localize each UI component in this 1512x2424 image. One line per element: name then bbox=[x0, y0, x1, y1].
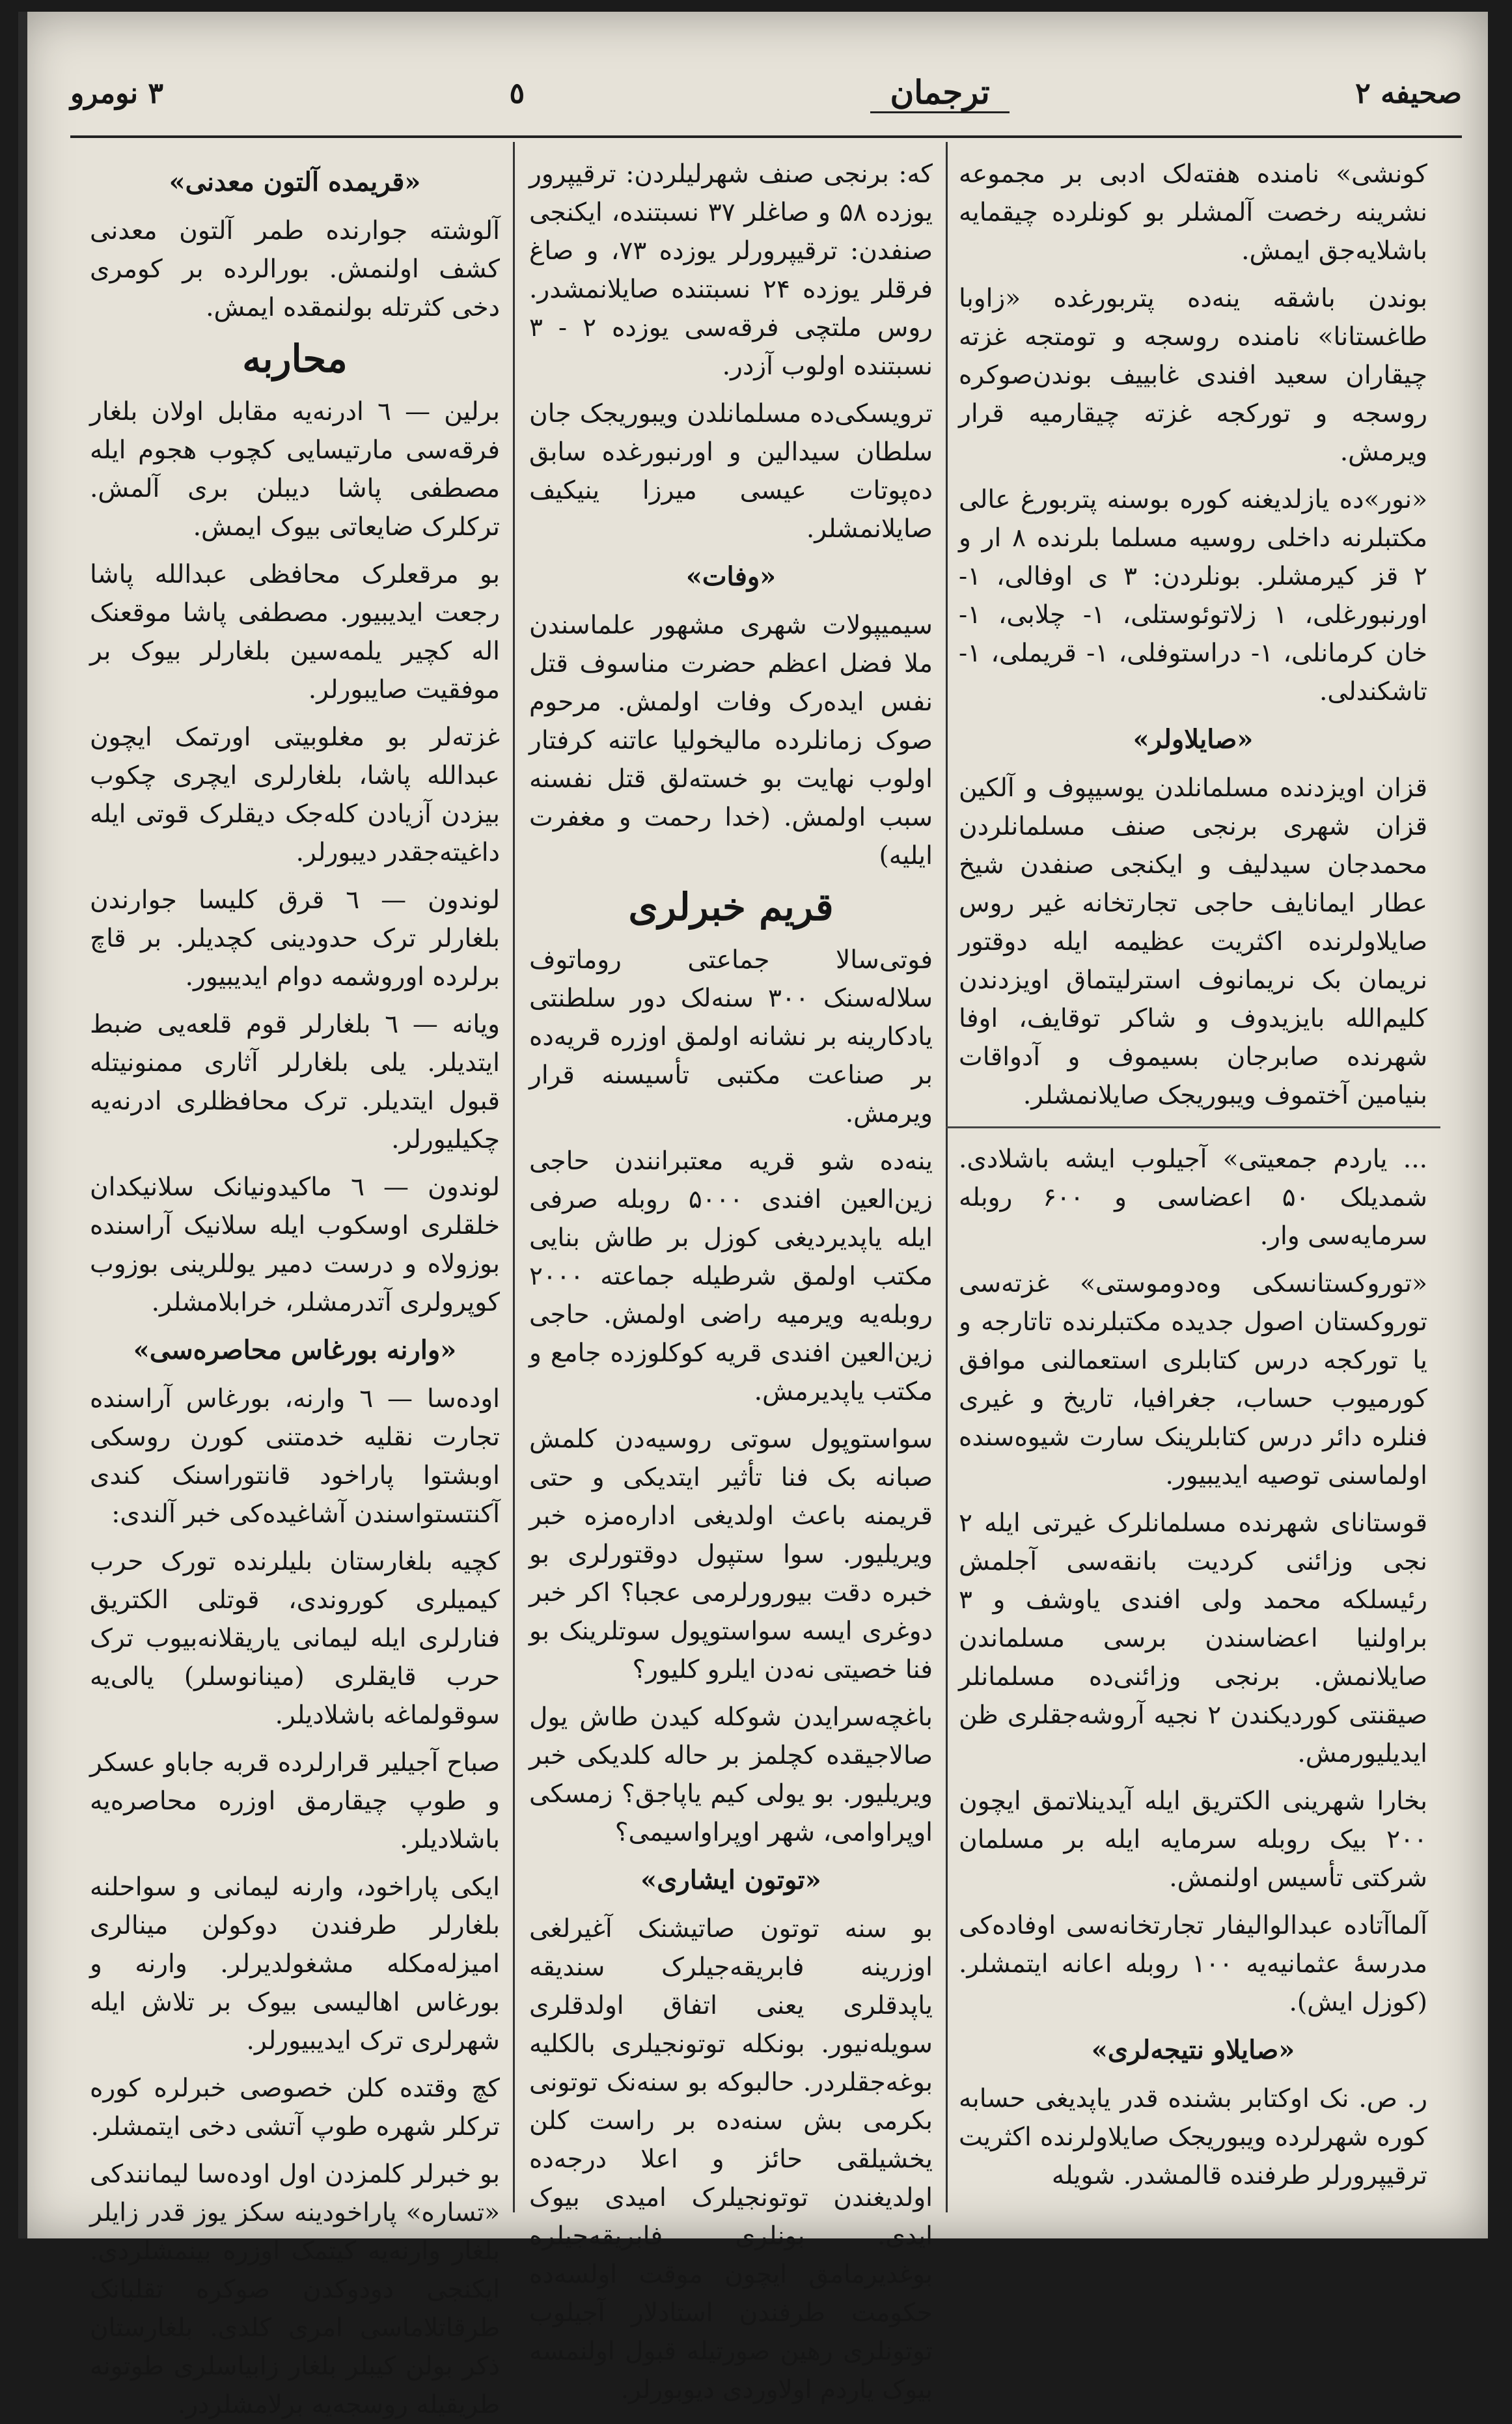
column-divider-left bbox=[513, 142, 515, 2212]
section-heading: «توتون ایشاری» bbox=[640, 1865, 821, 1895]
paper-edge-left bbox=[18, 12, 27, 2238]
newspaper-title: ترجمان bbox=[870, 73, 1009, 113]
article-paragraph: برلین — ٦ ادرنه‌یه مقابل اولان بلغار فرقه‌سی مارتیسایی کچوب هجوم ایله مصطفی پاشا دیبلن بری آلمش. ترکلرک ضایعاتی بیوک ایمش. bbox=[90, 397, 500, 542]
article-paragraph: ر. ص. نک اوکتابر بشنده قدر یاپدیغی حسابه کوره شهرلرده ویبوریجک صایلاولرنده اکثریت ترقیپرورلر طرفنده قالمشدر. شویله bbox=[959, 2084, 1427, 2190]
section-heading: «وفات» bbox=[685, 561, 777, 592]
article-paragraph: اوده‌سا — ٦ وارنه، بورغاس آراسنده تجارت نقلیه خدمتنی کورن روسکی اوبشتوا پاراخود قانتوراسنک کندی آکنتستواسندن آشاغیده‌کی خبر آلندی: bbox=[90, 1384, 501, 1529]
page-number: ٥ bbox=[509, 76, 525, 110]
page-label: صحیفه ۲ bbox=[1355, 76, 1462, 110]
section-heading: «صایلاو نتیجه‌لری» bbox=[1091, 2035, 1295, 2065]
column-left bbox=[90, 155, 501, 2419]
article-paragraph: قوستانای شهرنده مسلمانلرک غیرتی ایله ۲ نجی وزائنی کردیت بانقه‌سی آجلمش رئیسلکه محمد ولی افندی یاوشف و ۳ براولنیا اعضاسندن برسی مسلماندن صایلانمش. برنجی وزائنی‌ده مسلمانلر صیقنتی کوردیکندن ۲ نجیه آروشه‌جقلری ظن ایدیلیورمش. bbox=[959, 1509, 1427, 1768]
article-paragraph: بو مرقعلرک محافظی عبدالله پاشا رجعت ایدیبیور. مصطفی پاشا موقعنک اله کچیر یلمه‌سین بلغارلر بیوک بر موفقیت صایبورلر. bbox=[90, 560, 500, 704]
column-right bbox=[959, 155, 1427, 2199]
article-paragraph: آلوشته جوارنده طمر آلتون معدنی کشف اولنمش. بورالرده بر کومری دخی کثرتله بولنمقده ایمش. bbox=[90, 216, 500, 322]
article-paragraph: سیمیپولات شهری مشهور علماسندن ملا فضل اعظم حضرت مناسوف قتل نفس ایده‌رک وفات اولمش. مرحوم صوک زمانلرده مالیخولیا عاتنه کرفتار اولوب نهایت بو خسته‌لق قتل نفسنه سبب اولمش. (خدا رحمت و مغفرت ایلیه) bbox=[529, 611, 933, 871]
article-paragraph: ... یاردم جمعیتی» آجیلوب ایشه باشلادی. شمدیلک ۵۰ اعضاسی و ۶۰۰ روبله سرمایه‌سی وار. bbox=[959, 1145, 1427, 1251]
article-paragraph: بوندن باشقه ینه‌ده پتربورغده «زاوبا طاغستانا» نامنده روسجه و تومتجه غزته چیقاران سعید افندی غابییف بوندن‌صوکره روسجه و تورکجه غزته چیقارمیه قرار ویرمش. bbox=[959, 284, 1427, 467]
article-paragraph: آلماآتاده عبدالوالیفار تجارتخانه‌سی اوفاده‌کی مدرسهٔ عثمانیه‌یه ۱۰۰ روبله اعانه ایتمشلر. (کوزل ایش). bbox=[959, 1911, 1427, 2017]
article-paragraph: فوتی‌سالا جماعتی روماتوف سلاله‌سنک ۳۰۰ سنه‌لک دور سلطنتی یادکارینه بر نشانه اولمق اوزره قریه‌ده بر صناعت مکتبی تأسیسنه قرار ویرمش. bbox=[529, 945, 933, 1128]
fold-line bbox=[946, 1126, 1440, 1128]
column-divider-right bbox=[946, 142, 948, 2212]
article-paragraph: بو سنه توتون صاتیشنک آغیرلغی اوزرینه فابریقه‌جیلرک سندیقه یاپدقلری یعنی اتفاق اولدقلری سویله‌نیور. بونکله توتونجیلری بالکلیه بوغه‌جقلردر. حالبوکه بو سنه‌نک توتونی بکرمی بش سنه‌ده بر راست کلن یخشیلقی حائز و اعلا درجه‌ده اولدیغندن توتونجیلرک امیدی بیوک ایدی. بونلری فابریقه‌جیلره بوغدیرمامق ایچون موقت اولسه‌ده حکومت طرفندن استادلار آجیلوب توتونلری رهین صورتیله قبول اولنمسه بیوک یاردم اولاوردی دیوبورلر. bbox=[529, 1914, 933, 2404]
article-paragraph: باغچه‌سرایدن شوکله کیدن طاش یول صالاجیقده کچلمز بر حاله کلدیکی خبر ویریلیور. بو یولی کیم یاپاجق؟ زمسکی اوپراوامی، شهر اوپراواسیمی؟ bbox=[529, 1703, 933, 1847]
article-paragraph: لوندون — ٦ ماکیدونیانک سلانیکدان خلقلری اوسکوب ایله سلانیک آراسنده بوزولاه و درست دمیر یوللرینی بوزوب کوپرولری آتدرمشلر، خرابلامشلر. bbox=[90, 1173, 501, 1317]
column-middle bbox=[529, 155, 933, 2404]
article-paragraph: «نور»ده یازلدیغنه کوره بوسنه پتربورغ عالی مکتبلرنه داخلی روسیه مسلما بلرنده ۸ ار و ۲ قز کیرمشلر. بونلردن: ۳ ی اوفالی، ۱- اورنبورغلی، ۱ زلاتوئوستلی، ۱- چلابی، ۱- خان کرمانلی، ۱- دراستوفلی، ۱- قریملی، ۱- تاشکندلی. bbox=[959, 485, 1427, 706]
article-paragraph: بخارا شهرینی الکتریق ایله آیدینلاتمق ایچون ۲۰۰ بیک روبله سرمایه ایله بر مسلمان شرکتی تأسیس اولنمش. bbox=[959, 1787, 1427, 1893]
header-rule bbox=[70, 135, 1462, 138]
issue-number: ۳ نومرو bbox=[70, 76, 164, 110]
newspaper-page bbox=[18, 12, 1488, 2419]
section-heading-large: قریم خبرلری bbox=[628, 885, 834, 929]
article-paragraph: لوندون — ٦ قرق کلیسا جوارندن بلغارلر ترک حدودینی کچدیلر. بر قاچ برلرده اوروشمه دوام ایدیبیور. bbox=[90, 885, 500, 992]
article-paragraph: غزته‌لر بو مغلوبیتی اورتمک ایچون عبدالله پاشا، بلغارلری ایچری چکوب بیزدن آزیادن کله‌جک دیقلرک قوتی ایله داغیته‌جقدر دیبورلر. bbox=[90, 723, 500, 867]
section-heading-large: محاربه bbox=[242, 337, 348, 381]
article-paragraph: سواستوپول سوتی روسیه‌دن کلمش صبانه بک فنا تأثیر ایتدیکی و حتی قریمنه باعث اولدیغی ادارەمزه خبر ویریلیور. سوا ستپول دوقتورلری بو خبره دقت بیورورلرمی عجبا؟ اکر خبر دوغری ایسه سواستوپول سوتلرینک بو فنا خصیتی نه‌دن ایلرو کلیور؟ bbox=[529, 1425, 933, 1684]
article-paragraph: «توروکستانسکی وەدوموستی» غزته‌سی توروکستان اصول جدیده مکتبلرنده تاتارجه و یا تورکجه درس کتابلری استعمالنی موافق کورمیوب حساب، جغرافیا، تاریخ و غیری فنلره دائر درس کتابلرینک سارت شیوه‌سنده اولماسنی توصیه ایدیبیور. bbox=[959, 1269, 1427, 1490]
section-heading: «صایلاولر» bbox=[1133, 724, 1254, 755]
article-paragraph: قزان اویزدنده مسلمانلدن یوسیپوف و آلکین قزان شهری برنجی صنف مسلمانلردن محمدجان سیدلیف و ایکنجی صنفدن شیخ عطار ایمانایف حاجی تجارتخانه غیر روس صایلاولرنده اکثریت عظیمه ایله دوقتور نریمان بک نریمانوف استرلیتماق اویزدندن کلیم‌الله بایزیدوف و شاکر توقایف، اوفا شهرنده صابرجان بسیموف و آدواقات بنیامین آختموف ویبوریجک صایلانمشلر. bbox=[959, 773, 1427, 1110]
article-paragraph: ویانه — ٦ بلغارلر قوم قلعه‌یی ضبط ایتدیلر. یلی بلغارلر آثاری ممنونیتله قبول ایتدیلر. ترک محافظلری ادرنه‌یه چکیلیورلر. bbox=[90, 1010, 500, 1154]
section-heading: «وارنه بورغاس محاصره‌سی» bbox=[133, 1335, 457, 1365]
article-paragraph: کچیه بلغارستان بلیلرنده تورک حرب کیمیلری کوروندی، قوتلی الکتریق فنارلری ایله لیمانی یاریقلانه‌بیوب ترک حرب قایقلری (مینانوسلر) یالی‌یه سوقولماغه باشلادیلر. bbox=[90, 1547, 500, 1730]
article-paragraph: کونشی» نامنده هفته‌لک ادبی بر مجموعه نشرینه رخصت آلمشلر بو کونلرده چیقمایه باشلایه‌جق ایمش. bbox=[959, 160, 1427, 266]
article-paragraph: صباح آجیلیر قرارلرده قربه جاباو عسکر و طوپ چیقارمق اوزره محاصره‌یه باشلادیلر. bbox=[90, 1748, 500, 1854]
article-paragraph: بو خبرلر کلمزدن اول اوده‌سا لیمانندکی «تساره» پاراخودینه سکز یوز قدر زایلر بلغار وارنه‌یه کیتمک اوزره بینمشلردی. ایکنجی دودوکدن صوکره تقلبانک طرقاتلاماسی امری کلدی. بلغارستان ذکر بولن کیبلر بلغار زابیاسلری طوتونه طریقیله روسجه‌یه برلامشلردر. bbox=[90, 2160, 500, 2419]
section-heading: «قریمده آلتون معدنی» bbox=[169, 167, 421, 197]
article-paragraph: کچ وقتده کلن خصوصی خبرلره کوره ترکلر شهره طوپ آتشی دخی ایتمشلر. bbox=[90, 2074, 500, 2141]
article-paragraph: ترویسکی‌ده مسلمانلدن ویبوریجک جان سلطان سیدالین و اورنبورغده سابق دەپوتات عیسی میرزا ینیکیف صایلانمشلر. bbox=[529, 399, 933, 544]
article-paragraph: ینه‌ده شو قریه معتبرانندن حاجی زین‌العین افندی ۵۰۰۰ روبله صرفی ایله یاپدیردیغی کوزل بر طاش بنایی مکتب اولمق شرطیله جماعته ۲۰۰۰ روبله‌یه ویرمیه راضی اولمش. حاجی زین‌العین افندی قریه کوکلوزده جامع و مکتب یاپدیرمش. bbox=[529, 1147, 933, 1406]
article-paragraph: که: برنجی صنف شهرلیلردن: ترقیپرور یوزده ۵۸ و صاغلر ۳۷ نسبتنده، ایکنجی صنفدن: ترقیپرورلر یوزده ۷۳، و صاغ فرقلر یوزده ۲۴ نسبتنده صایلانمشدر. روس ملتچی فرقه‌سی یوزده ۲ - ۳ نسبتنده اولوب آزدر. bbox=[529, 160, 933, 381]
article-paragraph: ایکی پاراخود، وارنه لیمانی و سواحلنه بلغارلر طرفندن دوکولن مینالری امیزله‌مکله مشغولدیرلر. وارنه و بورغاس اهالیسی بیوک بر تلاش ایله شهرلری ترک ایدیبیورلر. bbox=[90, 1873, 500, 2055]
page-header bbox=[70, 57, 1462, 129]
